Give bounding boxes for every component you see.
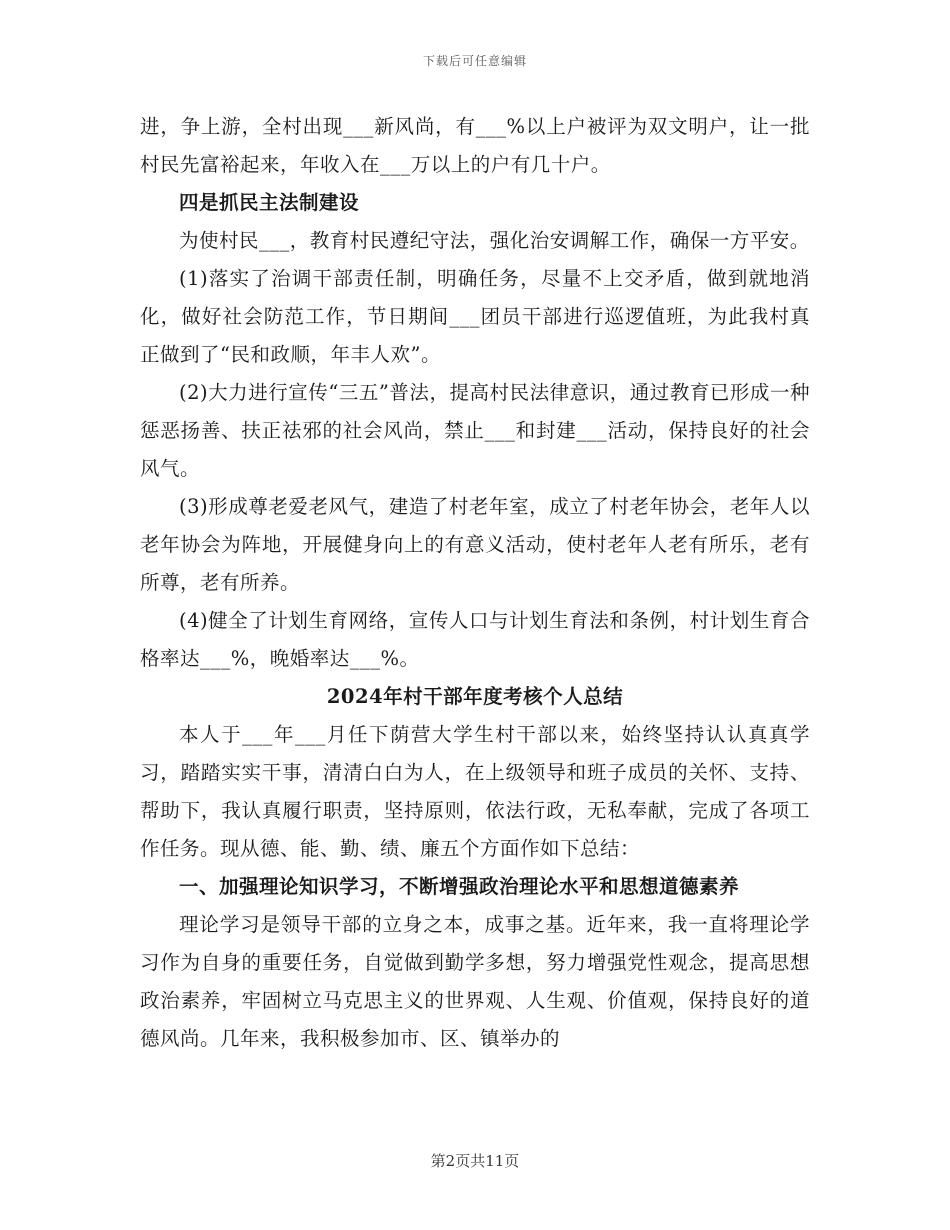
- list-item-3: (3)形成尊老爱老风气，建造了村老年室，成立了村老年协会，老年人以老年协会为阵地，开展健身向上的有意义活动，使村老年人老有所乐，老有所尊，老有所养。: [140, 495, 810, 594]
- paragraph: 理论学习是领导干部的立身之本，成事之基。近年来，我一直将理论学习作为自身的重要任务，自觉做到勤学多想，努力增强党性观念，提高思想政治素养，牢固树立马克思主义的世界观、人生观、价值观，保持良好的道德风尚。几年来，我积极参加市、区、镇举办的: [140, 913, 810, 1050]
- section-heading-theory-study: 一、加强理论知识学习，不断增强政治理论水平和思想道德素养: [179, 875, 740, 898]
- section-heading-democracy-law: 四是抓民主法制建设: [179, 191, 360, 214]
- list-item-2: (2)大力进行宣传“三五”普法，提高村民法律意识，通过教育已形成一种惩恶扬善、扶正祛邪的社会风尚，禁止___和封建___活动，保持良好的社会风气。: [140, 381, 810, 480]
- list-item-4: (4)健全了计划生育网络，宣传人口与计划生育法和条例，村计划生育合格率达___%，晚婚率达___%。: [140, 609, 810, 670]
- paragraph: 为使村民___，教育村民遵纪守法，强化治安调解工作，确保一方平安。: [179, 229, 810, 252]
- page-footer: 第2页共11页: [430, 1152, 520, 1170]
- page-header: 下载后可任意编辑: [422, 54, 527, 68]
- document-title: 2024年村干部年度考核个人总结: [326, 685, 624, 708]
- list-item-1: (1)落实了治调干部责任制，明确任务，尽量不上交矛盾，做到就地消化，做好社会防范工作，节日期间___团员干部进行巡逻值班，为此我村真正做到了“民和政顺，年丰人欢”。: [140, 267, 810, 366]
- paragraph-continued: 进，争上游，全村出现___新风尚，有___%以上户被评为双文明户，让一批村民先富裕起来，年收入在___万以上的户有几十户。: [140, 115, 810, 176]
- document-body: [140, 108, 810, 1058]
- paragraph-intro: 本人于___年___月任下荫营大学生村干部以来，始终坚持认认真真学习，踏踏实实干事，清清白白为人，在上级领导和班子成员的关怀、支持、帮助下，我认真履行职责，坚持原则，依法行政，无私奉献，完成了各项工作任务。现从德、能、勤、绩、廉五个方面作如下总结：: [140, 723, 810, 860]
